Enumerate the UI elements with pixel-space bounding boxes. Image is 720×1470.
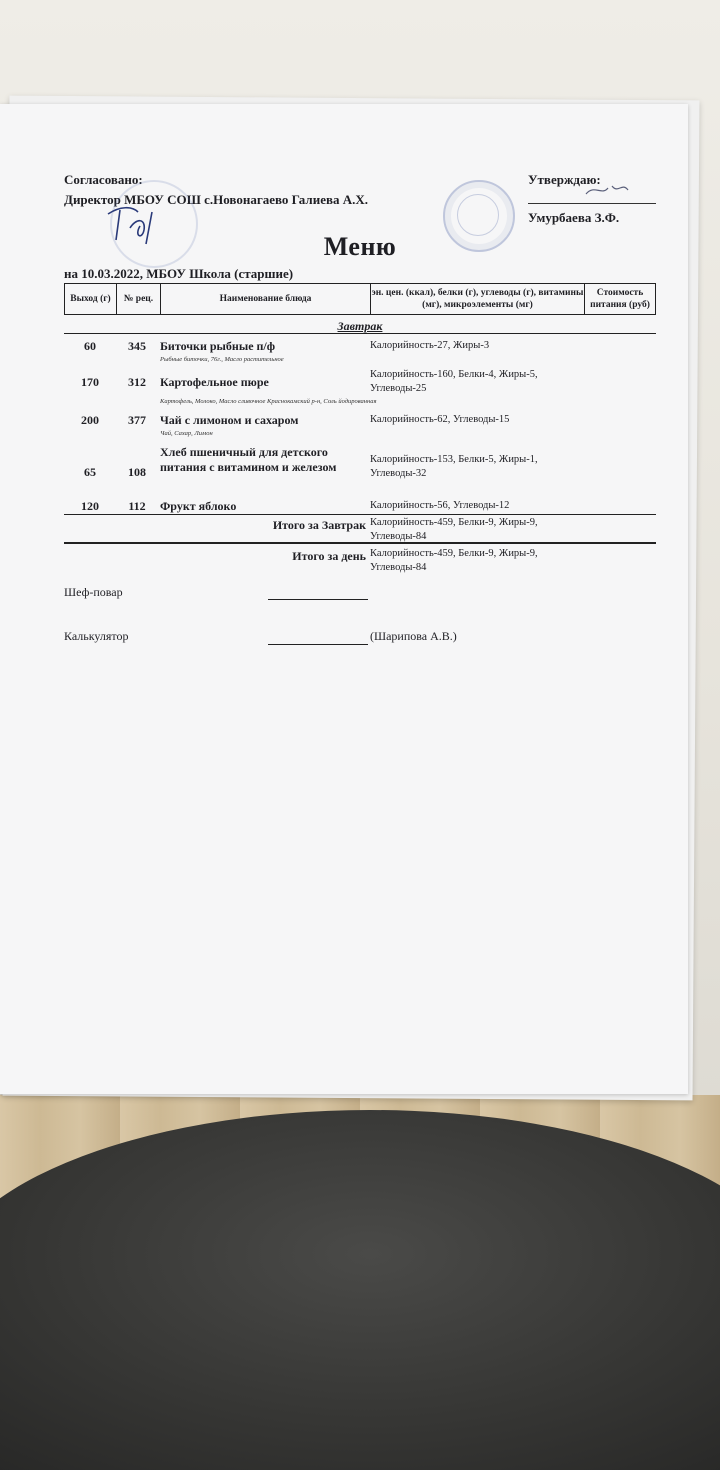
row-ingredients: Чай, Сахар, Лимон [160,430,213,437]
col-name: Наименование блюда [161,284,371,314]
row-dish-name: Биточки рыбные п/ф [160,339,276,353]
row-recipe: 112 [128,499,146,513]
col-cost: Стоимость питания (руб) [590,288,650,310]
row-ingredients: Рыбные биточки, 76г., Масло растительное [160,356,284,363]
approve-label: Утверждаю: [528,172,601,187]
total-breakfast-label: Итого за Завтрак [272,518,366,532]
row-output: 170 [81,375,99,389]
row-dish-name: Фрукт яблоко [160,499,237,513]
row-nutrition: Калорийность-56, Углеводы-12 [370,500,510,511]
section-breakfast: Завтрак [337,319,383,333]
calc-signature-line [268,644,368,645]
row-recipe: 108 [128,465,146,479]
row-dish-name: Картофельное пюре [160,375,269,389]
row-dish-name: Хлеб пшеничный для детского питания с витамином и железом [160,445,337,474]
sleeve-foreground [0,1110,720,1470]
agreed-by: Директор МБОУ СОШ с.Новонагаево Галиева А.Х. [64,192,369,207]
total-breakfast-value: Калорийность-459, Белки-9, Жиры-9, Углеводы-84 [370,517,538,542]
section-rule [64,333,656,334]
row-output: 120 [81,499,99,513]
approved-by: Умурбаева З.Ф. [528,210,620,225]
calc-name: (Шарипова А.В.) [370,629,457,643]
chef-label: Шеф-повар [64,585,123,599]
row-nutrition: Калорийность-153, Белки-5, Жиры-1, Углеводы-32 [370,454,538,479]
total-day-value: Калорийность-459, Белки-9, Жиры-9, Углеводы-84 [370,548,538,573]
row-ingredients: Картофель, Молоко, Масло сливочное Краснокамский р-н, Соль йодированная [160,398,377,405]
approve-signature-line [528,203,656,204]
row-output: 65 [84,465,96,479]
chef-signature-line [268,599,368,600]
page-title: Меню [323,232,397,261]
row-nutrition: Калорийность-27, Жиры-3 [370,340,490,351]
col-recipe: № рец. [117,284,161,314]
row-nutrition: Калорийность-160, Белки-4, Жиры-5, Углеводы-25 [370,369,538,394]
row-recipe: 377 [128,413,146,427]
total-rule [64,542,656,544]
row-recipe: 345 [128,339,146,353]
row-recipe: 312 [128,375,146,389]
col-output: Выход (г) [65,284,117,314]
table-header [64,283,656,315]
col-nutrition: эн. цен. (ккал), белки (г), углеводы (г), витамины (мг), микроэлементы (мг) [371,284,585,314]
approver-signature [582,178,632,202]
calc-label: Калькулятор [64,629,129,643]
agreed-label: Согласовано: [64,172,143,187]
row-output: 60 [84,339,96,353]
row-nutrition: Калорийность-62, Углеводы-15 [370,414,510,425]
row-rule [64,514,656,515]
row-dish-name: Чай с лимоном и сахаром [160,413,299,427]
total-day-label: Итого за день [292,549,366,563]
page-subtitle: на 10.03.2022, МБОУ Школа (старшие) [64,266,294,281]
row-output: 200 [81,413,99,427]
